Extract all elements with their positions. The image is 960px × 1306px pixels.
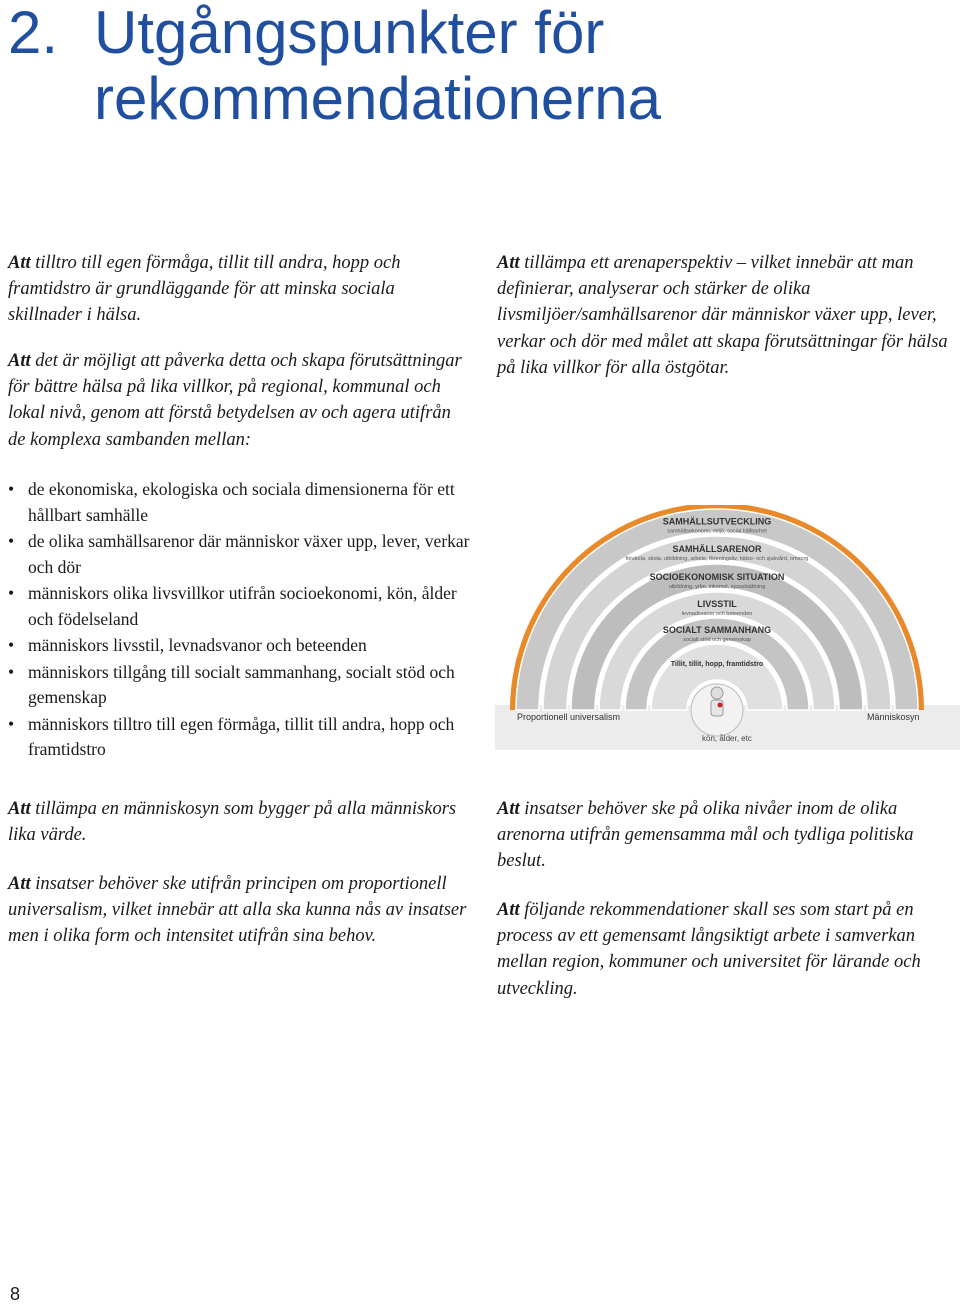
lead-word: Att (497, 253, 520, 273)
paragraph-text: tilltro till egen förmåga, tillit till andra, hopp och framtidstro är grundläggande för att minska sociala skillnader i hälsa. (8, 253, 401, 326)
right-paragraph-3 (497, 897, 957, 1002)
title-line-2: rekommendationerna (94, 65, 661, 132)
arc-label: SOCIOEKONOMISK SITUATION (649, 572, 785, 582)
lead-word: Att (8, 874, 31, 894)
lead-word: Att (497, 799, 520, 819)
left-label: Proportionell universalism (517, 712, 621, 722)
left-paragraph-4 (8, 871, 478, 950)
title-line-1: Utgångspunkter för (94, 0, 605, 66)
person-icon (711, 687, 723, 716)
left-paragraph-3 (8, 796, 468, 848)
left-paragraph-1 (8, 250, 468, 329)
list-item: • människors livsstil, levnadsvanor och beteenden (8, 635, 367, 655)
arc-sublabel: förskola, skola, utbildning, arbete, föreningsliv, hälso- och sjukvård, omsorg (625, 556, 809, 562)
list-item: • de ekonomiska, ekologiska och sociala dimensionerna för ett hållbart samhälle (8, 479, 455, 525)
bullet-list (8, 477, 478, 764)
rainbow-model-diagram (495, 505, 960, 750)
lead-word: Att (497, 900, 520, 920)
list-item: • människors tilltro till egen förmåga, tillit till andra, hopp och framtidstro (8, 713, 455, 759)
arc-label: Tillit, tillit, hopp, framtidstro (670, 661, 764, 668)
arc-sublabel: utbildning, yrke, inkomst, sysselsättning (668, 584, 766, 590)
paragraph-text: insatser behöver ske på olika nivåer inom de olika arenorna utifrån gemensamma mål och tydliga politiska beslut. (497, 799, 914, 872)
right-label: Människosyn (867, 712, 920, 722)
list-item: • människors tillgång till socialt sammanhang, socialt stöd och gemenskap (8, 661, 455, 707)
lead-word: Att (8, 351, 31, 371)
left-paragraph-2 (8, 348, 468, 453)
page-title (8, 0, 908, 132)
list-item: • människors olika livsvillkor utifrån socioekonomi, kön, ålder och födelseland (8, 583, 457, 629)
paragraph-text: tillämpa ett arenaperspektiv – vilket innebär att man definierar, analyserar och stärker de olika livsmiljöer/samhällsarenor där människor växer upp, lever, verkar och dör med målet att skapa förutsättningar för hälsa på lika villkor för alla östgötar. (497, 253, 948, 378)
lead-word: Att (8, 253, 31, 273)
right-paragraph-2 (497, 796, 957, 875)
paragraph-text: tillämpa en människosyn som bygger på alla människors lika värde. (8, 799, 457, 846)
right-paragraph-1 (497, 250, 957, 381)
paragraph-text: insatser behöver ske utifrån principen om proportionell universalism, vilket innebär att alla ska kunna nås av insatser men i olika form och intensitet utifrån sina behov. (8, 874, 467, 947)
list-item: • de olika samhällsarenor där människor växer upp, lever, verkar och dör (8, 531, 470, 577)
arc-sublabel: samhällsekonomi, miljö, social hållbarhet (667, 528, 767, 535)
arc-sublabel: socialt stöd och gemenskap (683, 637, 751, 643)
arc-label: LIVSSTIL (697, 599, 737, 609)
arc-sublabel: levnadsvanor och beteenden (681, 611, 753, 617)
arc-label: SAMHÄLLSUTVECKLING (662, 516, 772, 527)
paragraph-text: det är möjligt att påverka detta och skapa förutsättningar för bättre hälsa på lika villkor, på regional, kommunal och lokal nivå, genom att förstå betydelsen av och agera utifrån de komplexa sambanden mellan: (8, 351, 462, 450)
lead-word: Att (8, 799, 31, 819)
chapter-number: 2. (8, 0, 59, 66)
page-number: 8 (10, 1284, 21, 1304)
paragraph-text: följande rekommendationer skall ses som start på en process av ett gemensamt långsiktigt arbete i samverkan mellan region, kommuner och universitet för lärande och utveckling. (497, 900, 921, 999)
arc-label: SAMHÄLLSARENOR (672, 544, 762, 554)
core-label: kön, ålder, etc (702, 734, 752, 743)
arc-label: SOCIALT SAMMANHANG (662, 625, 772, 635)
